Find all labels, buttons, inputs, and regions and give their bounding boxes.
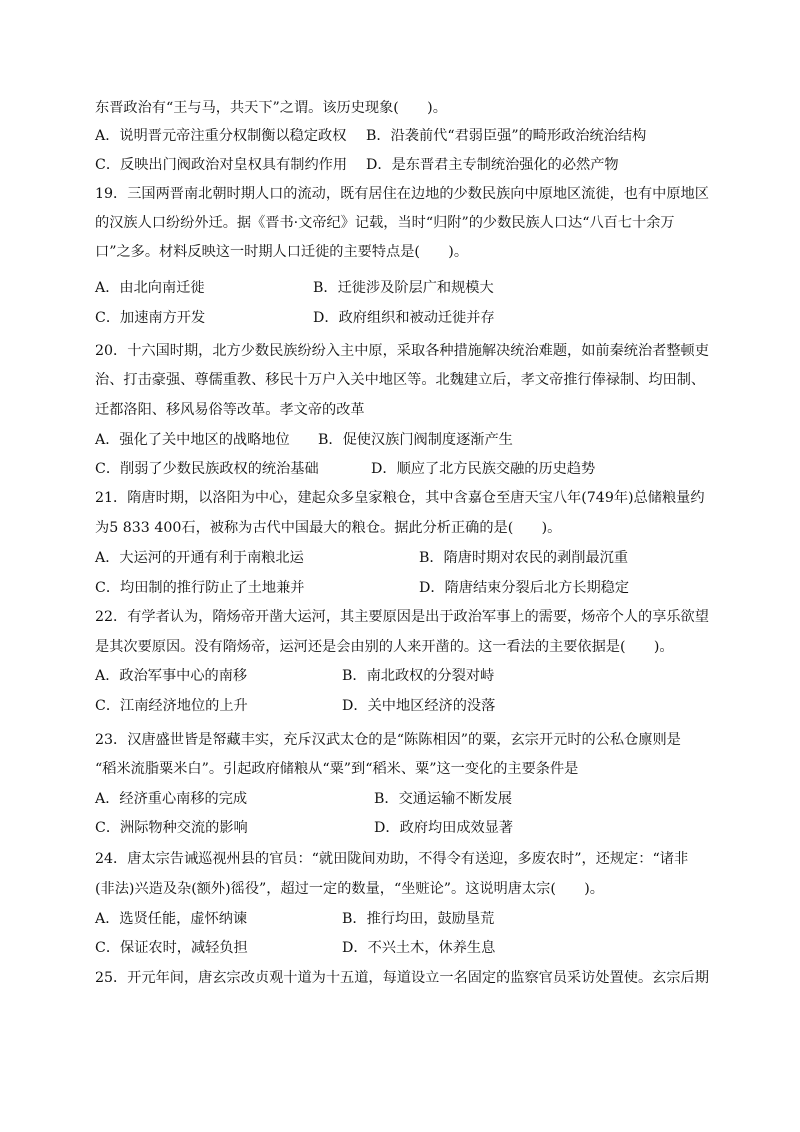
question-20-option-c: C．削弱了少数民族政权的统治基础 <box>95 461 319 477</box>
question-21-stem-line-2: 为5 833 400石，被称为古代中国最大的粮仓。据此分析正确的是( )。 <box>95 520 562 536</box>
question-21-option-b: B．隋唐时期对农民的剥削最沉重 <box>419 550 629 566</box>
question-23-stem-line-1: 23．汉唐盛世皆是帑藏丰实，充斥汉武太仓的是“陈陈相因”的粟，玄宗开元时的公私仓廪则是 <box>95 732 681 748</box>
option-c: C．反映出门阀政治对皇权具有制约作用 <box>95 157 348 173</box>
question-19-stem-line-2: 的汉族人口纷纷外迁。据《晋书·文帝纪》记载，当时“归附”的少数民族人口达“八百七十余万 <box>95 215 675 231</box>
question-22-option-b: B．南北政权的分裂对峙 <box>342 668 495 684</box>
question-22-stem-line-1: 22．有学者认为，隋炀帝开凿大运河，其主要原因是出于政治军事上的需要，炀帝个人的享乐欲望 <box>95 609 709 625</box>
question-22-option-d: D．关中地区经济的没落 <box>342 698 496 714</box>
question-22-option-c: C．江南经济地位的上升 <box>95 698 248 714</box>
question-20-stem-line-2: 治、打击豪强、尊儒重教、移民十万户入关中地区等。北魏建立后，孝文帝推行俸禄制、均田制、 <box>95 372 706 388</box>
question-24-option-a: A．选贤任能，虚怀纳谏 <box>95 911 248 927</box>
question-19-option-d: D．政府组织和被动迁徙并存 <box>313 310 495 326</box>
question-19-stem-line-1: 19．三国两晋南北朝时期人口的流动，既有居住在边地的少数民族向中原地区流徙，也有中原地区 <box>95 186 709 202</box>
question-23-stem-line-2: “稻米流脂粟米白”。引起政府储粮从“粟”到“稻米、粟”这一变化的主要条件是 <box>95 761 579 777</box>
option-b: B．沿袭前代“君弱臣强”的畸形政治统治结构 <box>366 128 647 144</box>
question-25-stem-line-1: 25．开元年间，唐玄宗改贞观十道为十五道，每道设立一名固定的监察官员采访处置使。玄宗后期 <box>95 970 709 986</box>
question-19-option-a: A．由北向南迁徙 <box>95 280 205 296</box>
question-21-option-d: D．隋唐结束分裂后北方长期稳定 <box>419 580 630 596</box>
option-a: A．说明晋元帝注重分权制衡以稳定政权 <box>95 128 347 144</box>
question-23-option-a: A．经济重心南移的完成 <box>95 791 248 807</box>
question-23-option-d: D．政府均田成效显著 <box>374 820 514 836</box>
question-24-option-c: C．保证农时，减轻负担 <box>95 940 248 956</box>
question-23-option-c: C．洲际物种交流的影响 <box>95 820 248 836</box>
question-20-option-d: D．顺应了北方民族交融的历史趋势 <box>371 461 596 477</box>
question-20-stem-line-1: 20．十六国时期，北方少数民族纷纷入主中原，采取各种措施解决统治难题，如前秦统治者整顿吏 <box>95 343 709 359</box>
question-19-option-b: B．迁徙涉及阶层广和规模大 <box>313 280 494 296</box>
question-22-stem-line-2: 是其次要原因。没有隋炀帝，运河还是会由别的人来开凿的。这一看法的主要依据是( )。 <box>95 639 674 655</box>
question-24-stem-line-1: 24．唐太宗告诫巡视州县的官员：“就田陇间劝助，不得令有送迎，多废农时”，还规定：“诸非 <box>95 851 689 867</box>
question-19-option-c: C．加速南方开发 <box>95 310 206 326</box>
question-24-option-d: D．不兴土木，休养生息 <box>342 940 496 956</box>
question-20-stem-line-3: 迁都洛阳、移风易俗等改革。孝文帝的改革 <box>95 402 365 418</box>
question-21-option-a: A．大运河的开通有利于南粮北运 <box>95 550 304 566</box>
question-stem-line: 东晋政治有“王与马，共天下”之谓。该历史现象( )。 <box>95 100 447 116</box>
question-22-option-a: A．政治军事中心的南移 <box>95 668 248 684</box>
question-24-stem-line-2: (非法)兴造及杂(额外)徭役”，超过一定的数量，“坐赃论”。这说明唐太宗( )。 <box>95 881 604 897</box>
question-21-option-c: C．均田制的推行防止了土地兼并 <box>95 580 305 596</box>
option-d: D．是东晋君主专制统治强化的必然产物 <box>366 157 619 173</box>
question-24-option-b: B．推行均田，鼓励垦荒 <box>342 911 495 927</box>
question-20-option-a: A．强化了关中地区的战略地位 <box>95 432 290 448</box>
question-21-stem-line-1: 21．隋唐时期，以洛阳为中心，建起众多皇家粮仓，其中含嘉仓至唐天宝八年(749年)总储粮量约 <box>95 490 705 506</box>
question-23-option-b: B．交通运输不断发展 <box>374 791 513 807</box>
question-20-option-b: B．促使汉族门阀制度逐渐产生 <box>318 432 513 448</box>
question-19-stem-line-3: 口”之多。材料反映这一时期人口迁徙的主要特点是( )。 <box>95 244 469 260</box>
